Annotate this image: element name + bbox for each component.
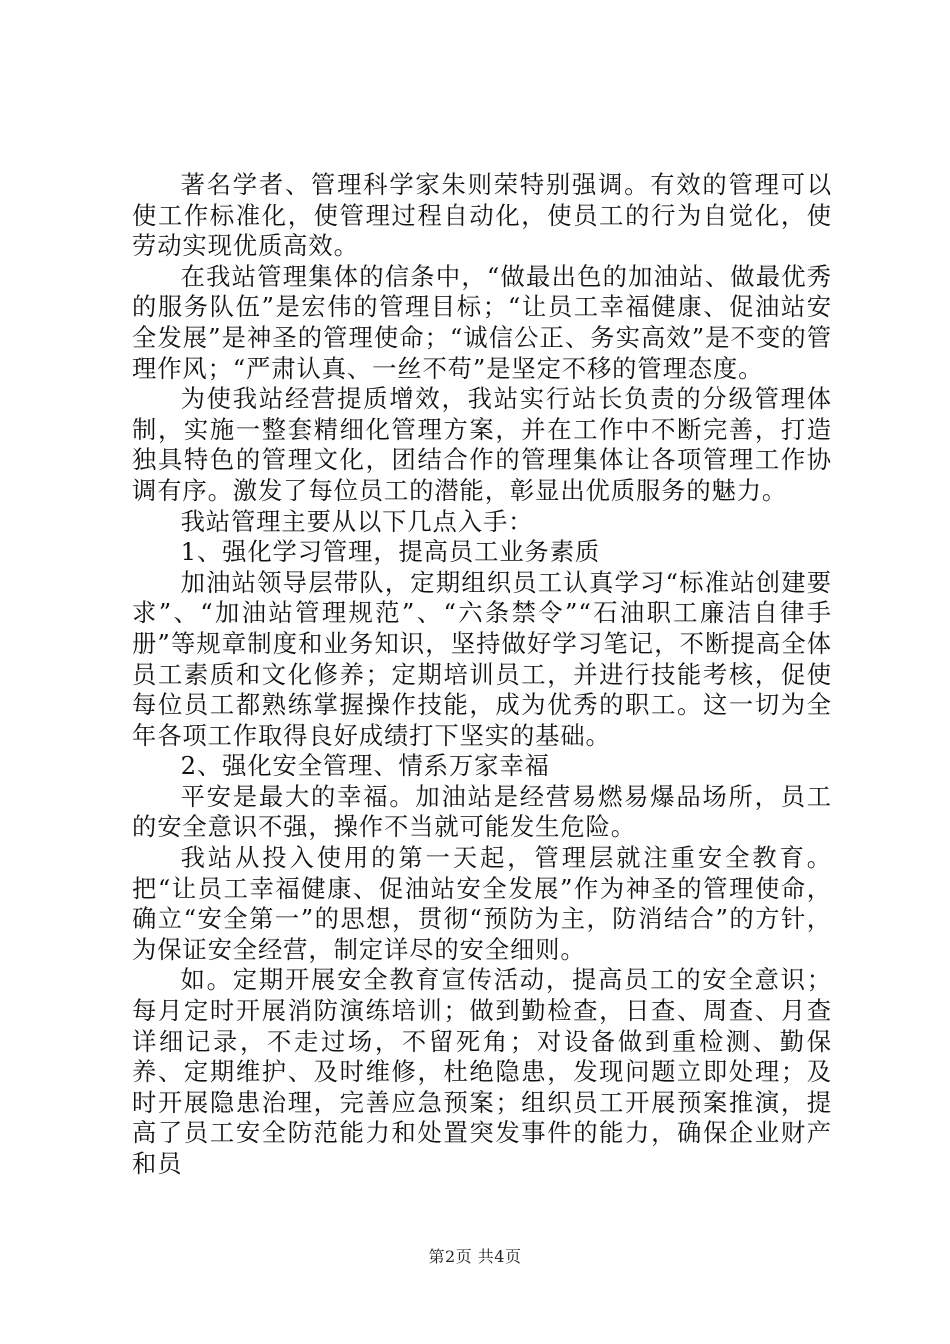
paragraph: 为使我站经营提质增效，我站实行站长负责的分级管理体制，实施一整套精细化管理方案，并在工作中不断完善，打造独具特色的管理文化，团结合作的管理集体让各项管理工作协调有序。激发了每位员工的潜能，彰显出优质服务的魅力。: [132, 384, 832, 505]
section-heading: 2、强化安全管理、情系万家幸福: [180, 751, 550, 781]
section-heading: 1、强化学习管理，提高员工业务素质: [180, 537, 601, 567]
paragraph: 著名学者、管理科学家朱则荣特别强调。有效的管理可以使工作标准化，使管理过程自动化，使员工的行为自觉化，使劳动实现优质高效。: [132, 170, 832, 261]
paragraph: 如。定期开展安全教育宣传活动，提高员工的安全意识；每月定时开展消防演练培训；做到勤检查，日查、周查、月查详细记录，不走过场，不留死角；对设备做到重检测、勤保养、定期维护、及时维修，杜绝隐患，发现问题立即处理；及时开展隐患治理，完善应急预案；组织员工开展预案推演，提高了员工安全防范能力和处置突发事件的能力，确保企业财产和员: [132, 965, 832, 1178]
paragraph: 平安是最大的幸福。加油站是经营易燃易爆品场所，员工的安全意识不强，操作不当就可能发生危险。: [132, 781, 832, 842]
paragraph: 在我站管理集体的信条中，“做最出色的加油站、做最优秀的服务队伍”是宏伟的管理目标；“让员工幸福健康、促油站安全发展”是神圣的管理使命；“诚信公正、务实高效”是不变的管理作风；“严肃认真、一丝不苟”是坚定不移的管理态度。: [132, 261, 832, 383]
page-number: 第2页 共4页: [428, 1247, 522, 1266]
paragraph: 我站管理主要从以下几点入手：: [180, 506, 534, 536]
paragraph: 我站从投入使用的第一天起，管理层就注重安全教育。把“让员工幸福健康、促油站安全发展”作为神圣的管理使命，确立“安全第一”的思想，贯彻“预防为主，防消结合”的方针，为保证安全经营，制定详尽的安全细则。: [132, 843, 832, 964]
paragraph: 加油站领导层带队，定期组织员工认真学习“标准站创建要求”、“加油站管理规范”、“六条禁令”“石油职工廉洁自律手册”等规章制度和业务知识，坚持做好学习笔记，不断提高全体员工素质和文化修养；定期培训员工，并进行技能考核，促使每位员工都熟练掌握操作技能，成为优秀的职工。这一切为全年各项工作取得良好成绩打下坚实的基础。: [132, 567, 832, 750]
document-body: [132, 170, 832, 1180]
